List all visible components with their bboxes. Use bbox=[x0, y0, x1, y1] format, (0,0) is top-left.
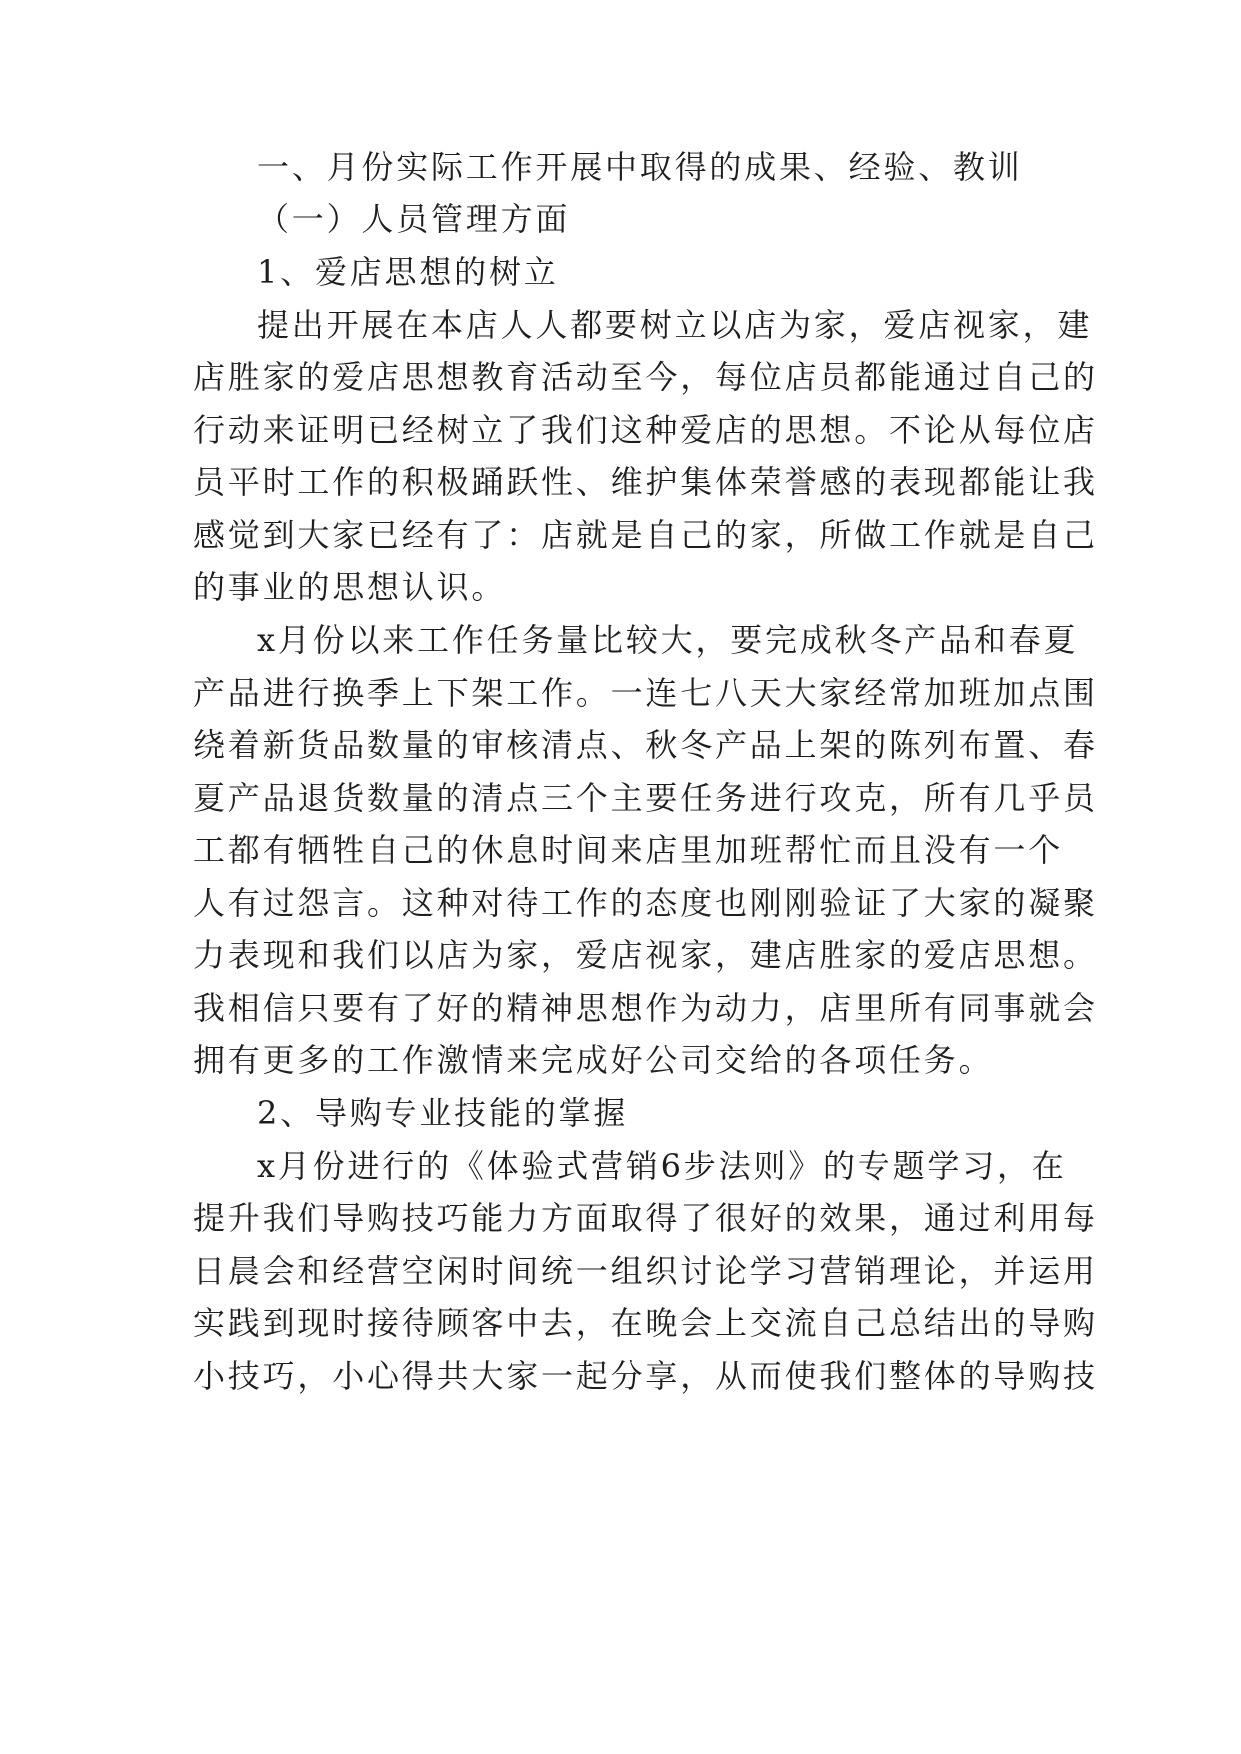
paragraph-line: 店胜家的爱店思想教育活动至今，每位店员都能通过自己的 bbox=[193, 358, 1098, 396]
paragraph-line: 小技巧，小心得共大家一起分享，从而使我们整体的导购技 bbox=[193, 1357, 1098, 1395]
paragraph-line: 员平时工作的积极踊跃性、维护集体荣誉感的表现都能让我 bbox=[193, 463, 1098, 501]
item-heading-2: 2、导购专业技能的掌握 bbox=[257, 1094, 629, 1132]
paragraph-line: 实践到现时接待顾客中去，在晚会上交流自己总结出的导购 bbox=[193, 1304, 1098, 1342]
paragraph-line: 力表现和我们以店为家，爱店视家，建店胜家的爱店思想。 bbox=[193, 936, 1098, 974]
paragraph-line: 提出开展在本店人人都要树立以店为家，爱店视家，建 bbox=[257, 306, 1093, 344]
paragraph-line: 的事业的思想认识。 bbox=[193, 568, 507, 606]
subsection-heading: （一）人员管理方面 bbox=[257, 200, 571, 238]
paragraph-line: 拥有更多的工作激情来完成好公司交给的各项任务。 bbox=[193, 1041, 994, 1079]
paragraph-line: 日晨会和经营空闲时间统一组织讨论学习营销理论，并运用 bbox=[193, 1252, 1098, 1290]
paragraph-line: 行动来证明已经树立了我们这种爱店的思想。不论从每位店 bbox=[193, 411, 1098, 449]
paragraph-line: 绕着新货品数量的审核清点、秋冬产品上架的陈列布置、春 bbox=[193, 726, 1098, 764]
paragraph-line: x月份进行的《体验式营销6步法则》的专题学习，在 bbox=[257, 1147, 1067, 1185]
paragraph-line: x月份以来工作任务量比较大，要完成秋冬产品和春夏 bbox=[257, 621, 1079, 659]
paragraph-line: 工都有牺牲自己的休息时间来店里加班帮忙而且没有一个 bbox=[193, 831, 1064, 869]
paragraph-line: 感觉到大家已经有了：店就是自己的家，所做工作就是自己 bbox=[193, 516, 1098, 554]
section-heading: 一、月份实际工作开展中取得的成果、经验、教训 bbox=[257, 148, 1023, 186]
item-heading-1: 1、爱店思想的树立 bbox=[257, 253, 559, 291]
paragraph-line: 提升我们导购技巧能力方面取得了很好的效果，通过利用每 bbox=[193, 1199, 1098, 1237]
paragraph-line: 夏产品退货数量的清点三个主要任务进行攻克，所有几乎员 bbox=[193, 779, 1098, 817]
paragraph-line: 产品进行换季上下架工作。一连七八天大家经常加班加点围 bbox=[193, 674, 1098, 712]
paragraph-line: 我相信只要有了好的精神思想作为动力，店里所有同事就会 bbox=[193, 989, 1098, 1027]
paragraph-line: 人有过怨言。这种对待工作的态度也刚刚验证了大家的凝聚 bbox=[193, 884, 1098, 922]
